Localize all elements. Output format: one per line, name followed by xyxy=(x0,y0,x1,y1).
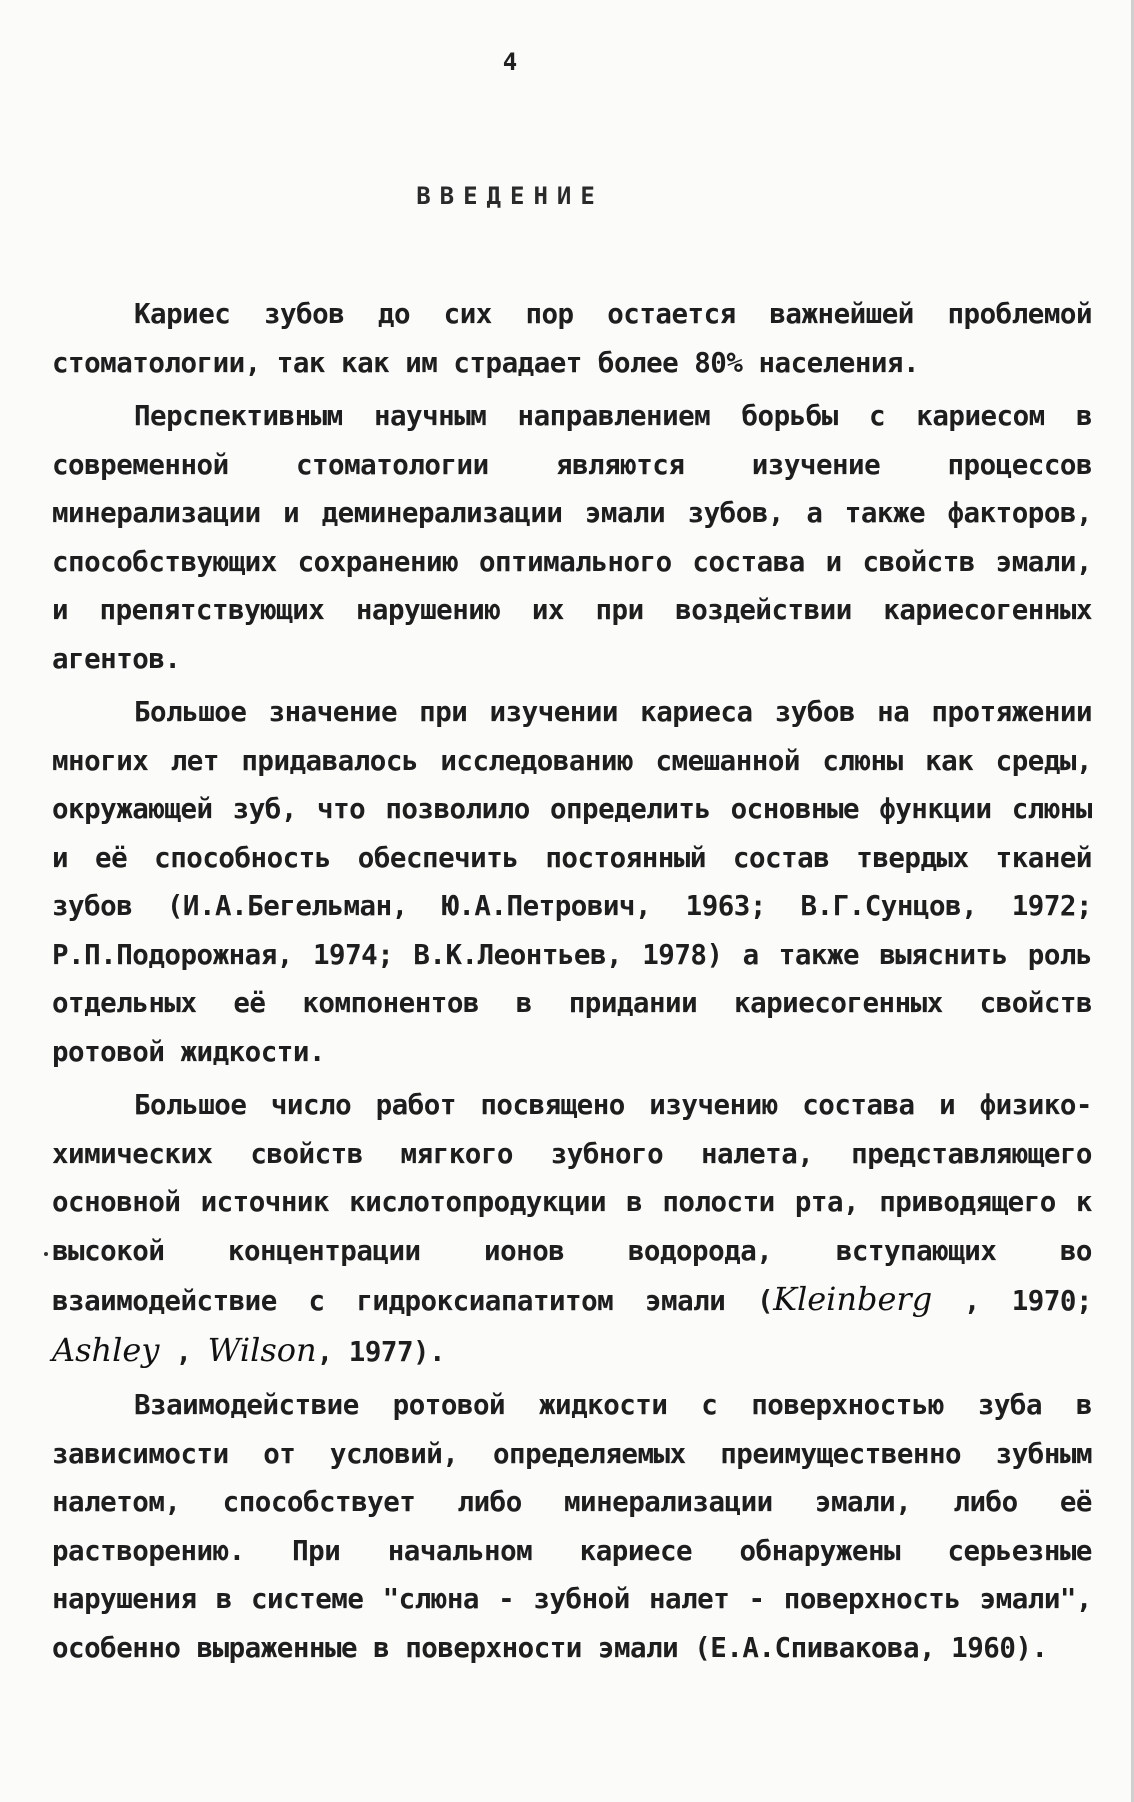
body-text xyxy=(52,290,1092,1677)
paragraph-4-sep-1: , 1970; xyxy=(932,1285,1093,1317)
paragraph-4 xyxy=(52,1081,1092,1376)
paragraph-1: Кариес зубов до сих пор остается важнейшей проблемой стоматологии, так как им страдает более 80% населения. xyxy=(52,298,1092,379)
page-number: 4 xyxy=(502,48,518,76)
section-heading: ВВЕДЕНИЕ xyxy=(416,182,604,210)
paragraph-4-sep-2: , xyxy=(159,1335,208,1368)
paragraph-5: Взаимодействие ротовой жидкости с поверхностью зуба в зависимости от условий, определяемых преимущественно зубным налетом, способствует либо минерализации эмали, либо её растворению. При начальном кариесе обнаружены серьезные нарушения в системе "слюна - зубной налет - поверхность эмали", особенно выраженные в поверхности эмали (Е.А.Спивакова, 1960). xyxy=(52,1389,1092,1664)
margin-mark xyxy=(44,1252,48,1256)
paragraph-2: Перспективным научным направлением борьбы с кариесом в современной стоматологии являются изучение процессов минерализации и деминерализации эмали зубов, а также факторов, способствующих сохранению оптимального состава и свойств эмали, и препятствующих нарушению их при воздействии кариесогенных агентов. xyxy=(52,400,1092,675)
handwritten-citation-kleinberg: Kleinberg xyxy=(773,1280,933,1318)
paragraph-4-text: Большое число работ посвящено изучению состава и физико-химических свойств мягкого зубного налета, представляющего основной источник кислотопродукции в полости рта, приводящего к высокой концентрации ионов водорода, вступающих во взаимодействие с гидроксиапатитом эмали ( xyxy=(52,1089,1092,1317)
paragraph-3: Большое значение при изучении кариеса зубов на протяжении многих лет придавалось исследованию смешанной слюны как среды, окружающей зуб, что позволило определить основные функции слюны и её способность обеспечить постоянный состав твердых тканей зубов (И.А.Бегельман, Ю.А.Петрович, 1963; В.Г.Сунцов, 1972; Р.П.Подорожная, 1974; В.К.Леонтьев, 1978) а также выяснить роль отдельных её компонентов в придании кариесогенных свойств ротовой жидкости. xyxy=(52,696,1092,1068)
paragraph-4-end: , 1977). xyxy=(316,1335,446,1368)
handwritten-citation-wilson: Wilson xyxy=(207,1330,317,1369)
handwritten-citation-ashley: Ashley xyxy=(52,1330,160,1369)
